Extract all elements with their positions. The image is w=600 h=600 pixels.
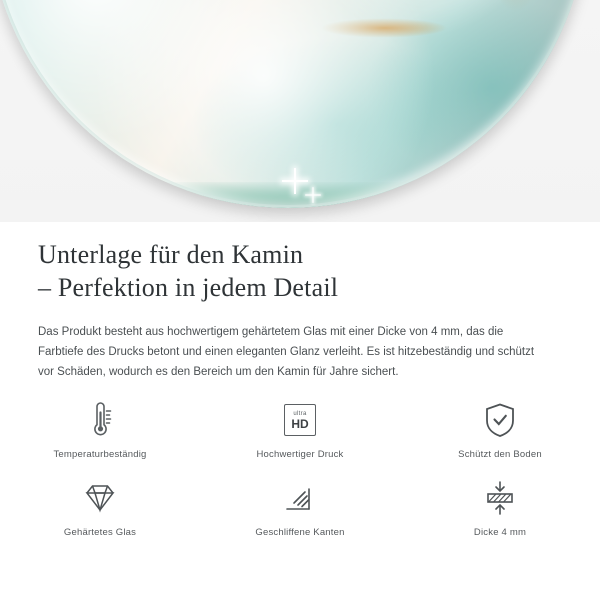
feature-label: Geschliffene Kanten [255, 527, 345, 538]
feature-item-print-quality [200, 396, 400, 460]
shield-check-icon [483, 400, 517, 440]
feature-label: Schützt den Boden [458, 449, 542, 460]
feature-label: Hochwertiger Druck [256, 449, 344, 460]
text-content [0, 222, 600, 382]
feature-item-thickness [400, 474, 600, 538]
headline-line-2: – Perfektion in jedem Detail [38, 273, 339, 302]
headline-line-1: Unterlage für den Kamin [38, 240, 304, 269]
thickness-arrows-icon [482, 478, 518, 518]
feature-item-floor-protection [400, 396, 600, 460]
feature-item-polished-edges [200, 474, 400, 538]
feature-label: Gehärtetes Glas [63, 527, 137, 538]
feature-label: Temperaturbeständig [53, 449, 147, 460]
feature-label: Dicke 4 mm [473, 527, 527, 538]
feature-item-tempered-glass [0, 474, 200, 538]
hero-image [0, 0, 600, 222]
page-title [0, 222, 600, 304]
description-paragraph: Das Produkt besteht aus hochwertigem gehärtetem Glas mit einer Dicke von 4 mm, das die Farbtiefe des Drucks betont und einen eleganten Glanz verleiht. Es ist hitzebeständig und schützt vor Schäden, wodurch es den Bereich um den Kamin für Jahre sichert. [38, 326, 535, 378]
ultra-hd-badge-top: ultra [293, 410, 307, 417]
diamond-icon [80, 478, 120, 518]
glass-plate-product-image [0, 0, 588, 208]
ultra-hd-icon [284, 400, 316, 440]
ultra-hd-badge-bottom: HD [291, 416, 309, 431]
thermometer-icon [82, 400, 118, 440]
feature-item-temperature [0, 396, 200, 460]
polished-edges-icon [283, 478, 317, 518]
feature-grid [0, 396, 600, 552]
